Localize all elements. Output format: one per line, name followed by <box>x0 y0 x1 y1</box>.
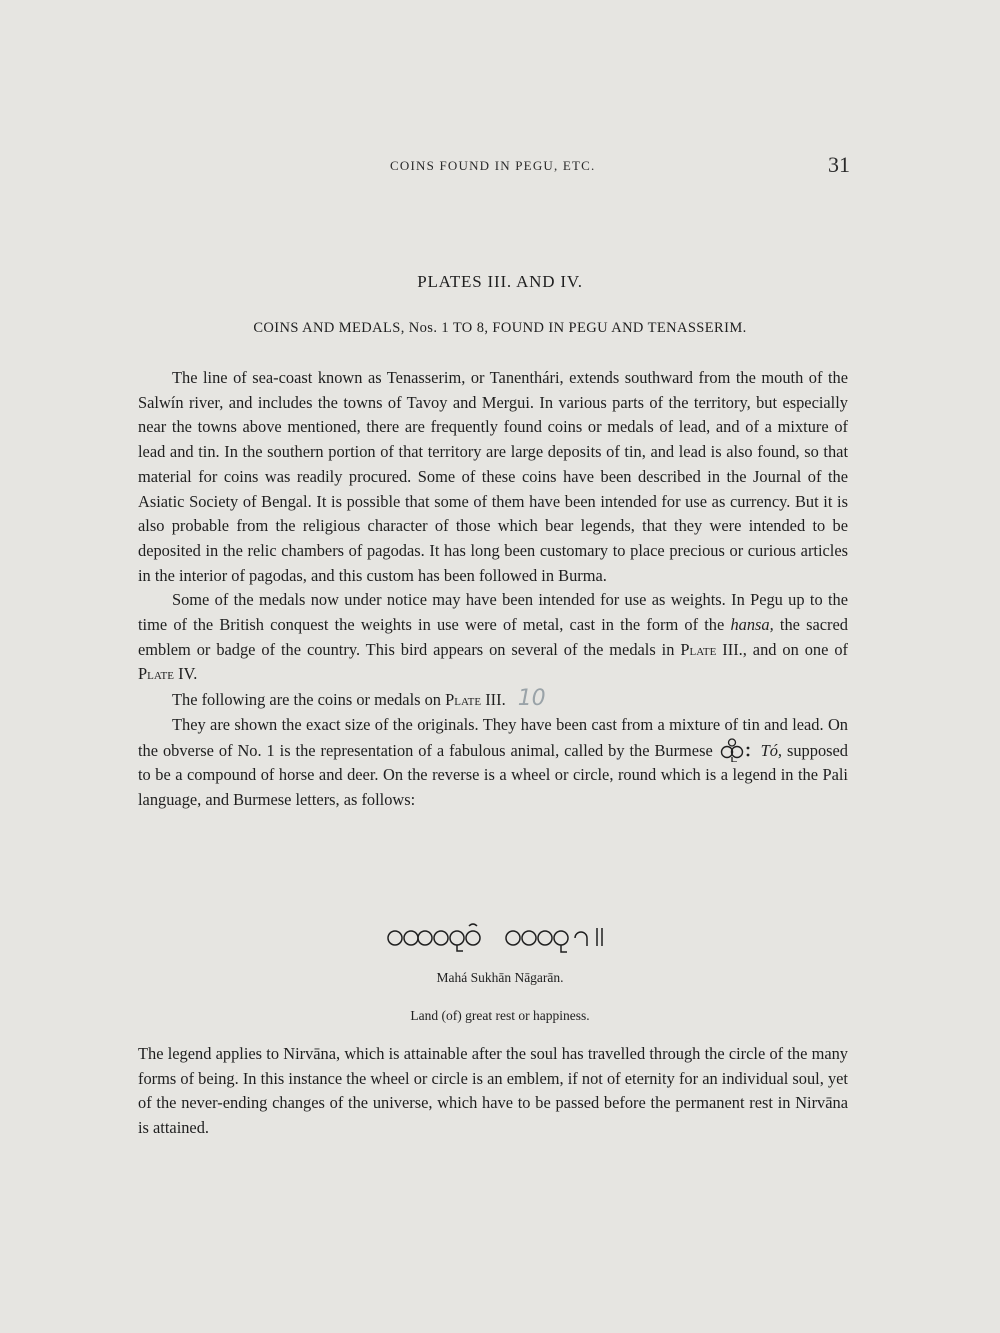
plate-word: Plate <box>680 639 717 659</box>
paragraph-1: The line of sea-coast known as Tenasserim, or Tanenthári, extends southward from the mouth of the Salwín river, and includes the towns of Tavoy and Mergui. In various parts of the territory, but especially near the towns above mentioned, there are frequently found coins or medals of lead, and of a mixture of lead and tin. In the southern portion of that territory are large deposits of tin, and lead is also found, so that material for coins was readily procured. Some of these coins have been described in the Journal of the Asiatic Society of Bengal. It is possible that some of them have been intended for use as currency. But it is also probable from the religious character of those which bear legends, that they were intended to be deposited in the relic chambers of pagodas. It has long been customary to place precious or curious articles in the interior of pagodas, and this custom has been followed in Burma. <box>138 368 848 585</box>
paragraph-5: The legend applies to Nirvāna, which is attainable after the soul has travelled through the circle of the many forms of being. In this instance the wheel or circle is an emblem, if not of eternity for an individual soul, yet of the never-ending changes of the universe, which have to be passed before the permanent rest in Nirvāna is attained. <box>138 1044 848 1138</box>
plates-subtitle <box>0 320 1000 337</box>
paragraph-4 <box>138 713 848 813</box>
paragraph-4-part-b: supposed to be a compound of horse and deer. On the reverse is a wheel or circle, round which is a legend in the Pali language, and Burmese letters, as follows: <box>138 740 848 809</box>
burmese-legend <box>0 920 1000 961</box>
paragraph-2-part-b: the sacred emblem or badge of the country. This bird appears on several of the medals in <box>138 615 848 659</box>
handwritten-annotation: 10 <box>517 686 546 712</box>
paragraph-3-part-a: The following are the coins or medals on <box>172 690 446 710</box>
plate-word: Plate <box>138 664 174 684</box>
paragraph-3-part-b: III. <box>481 690 506 710</box>
paragraph-2-part-d: IV. <box>174 664 198 684</box>
paragraph-2-part-a: Some of the medals now under notice may have been intended for use as weights. In Pegu up to the time of the British conquest the weights in use were of metal, cast in the form of the <box>138 590 848 635</box>
page-number: 31 <box>828 152 850 177</box>
legend-translation: Land (of) great rest or happiness. <box>410 1008 590 1023</box>
paragraph-4-part-a: They are shown the exact size of the originals. They have been cast from a mixture of tin and lead. On the obverse of No. 1 is the representation of a fabulous animal, called by the Burmese <box>138 714 848 760</box>
legend-romanized: Mahá Sukhān Nāgarān. <box>436 970 564 985</box>
subtitle-part-b: 1 TO 8, FOUND IN PEGU AND TENASSERIM. <box>437 320 747 336</box>
to-word: Tó, <box>760 740 783 760</box>
paragraph-3 <box>138 687 848 713</box>
paragraph-2 <box>138 588 848 687</box>
burmese-legend-script-icon <box>385 920 615 956</box>
body-text-block-1 <box>138 366 848 813</box>
hansa-word: hansa, <box>730 615 774 635</box>
running-title: COINS FOUND IN PEGU, ETC. <box>390 158 596 173</box>
subtitle-nos: Nos. <box>408 320 438 336</box>
paragraph-2-part-c: III., and on one of <box>716 639 848 659</box>
plate-word: Plate <box>445 690 482 710</box>
body-text-block-2 <box>138 1042 848 1141</box>
burmese-to-glyph-icon <box>718 738 756 762</box>
plates-title: PLATES III. AND IV. <box>417 272 583 291</box>
running-head <box>0 152 1000 182</box>
subtitle-part-a: COINS AND MEDALS, <box>253 320 409 336</box>
